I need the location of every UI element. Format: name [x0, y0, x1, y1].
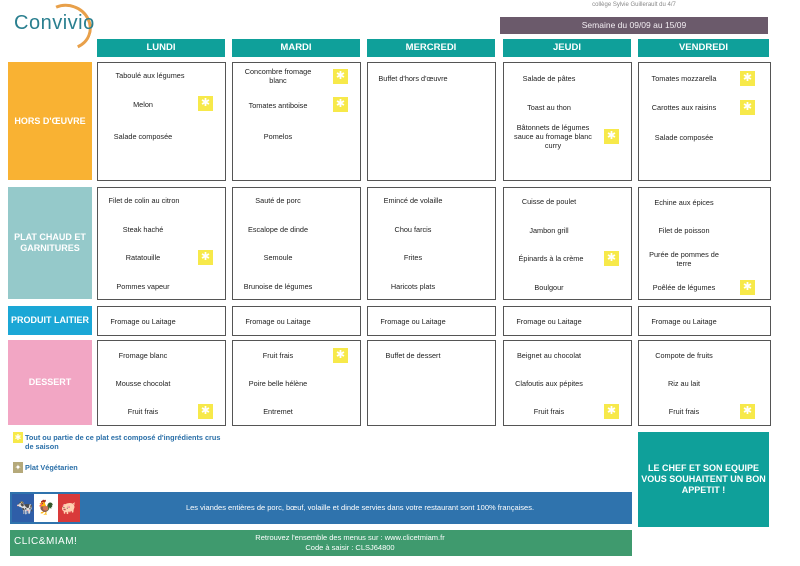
menu-item: Compote de fruits	[655, 351, 713, 360]
day-header-mercredi: MERCREDI	[367, 39, 495, 57]
cell-hors-jeudi	[503, 62, 632, 181]
logo-text: Convivio	[14, 12, 95, 34]
sun-icon: ✱	[604, 129, 619, 144]
menu-item: Mousse chocolat	[115, 379, 171, 388]
menu-item: Entremet	[263, 407, 293, 416]
menu-item: Riz au lait	[667, 379, 701, 388]
cell-plat-vendredi	[638, 187, 771, 300]
cell-dessert-jeudi	[503, 340, 632, 426]
menu-item: Fruit frais	[533, 407, 565, 416]
menu-item: Sauté de porc	[255, 196, 301, 205]
sun-icon: ✱	[198, 250, 213, 265]
menu-item: Salade composée	[113, 132, 173, 141]
cell-hors-lundi	[97, 62, 226, 181]
menus-text-block	[80, 533, 620, 553]
menus-code-text: Code à saisir : CLSJ64800	[305, 543, 395, 552]
category-plat-chaud: PLAT CHAUD ET GARNITURES	[8, 187, 92, 299]
menu-item: Pommes vapeur	[116, 282, 170, 291]
cell-dessert-mardi	[232, 340, 361, 426]
menu-item: Tomates mozzarella	[651, 74, 717, 83]
clicmiam-logo: CLIC&MIAM!	[14, 536, 78, 547]
menu-item: Echine aux épices	[654, 198, 714, 207]
menus-url-text[interactable]: Retrouvez l'ensemble des menus sur : www.clicetmiam.fr	[255, 533, 445, 542]
menu-item: Fromage ou Laitage	[380, 317, 446, 326]
top-note: collège Sylvie Guillerault du 4/7	[592, 2, 676, 8]
menu-item: Melon	[133, 100, 153, 109]
menu-item: Fruit frais	[127, 407, 159, 416]
menu-item: Semoule	[263, 253, 293, 262]
menu-item: Ratatouille	[125, 253, 161, 262]
menus-banner	[10, 530, 632, 556]
menu-item: Chou farcis	[394, 225, 432, 234]
day-header-jeudi: JEUDI	[503, 39, 631, 57]
meat-origin-banner	[10, 492, 632, 524]
cell-plat-mercredi	[367, 187, 496, 300]
sun-icon: ✱	[333, 69, 348, 84]
legend-veg-text: Plat Végétarien	[25, 463, 78, 472]
sun-icon: ✱	[333, 348, 348, 363]
menu-item: Fromage ou Laitage	[245, 317, 311, 326]
menu-item: Poire belle hélène	[248, 379, 308, 388]
sun-icon: ✱	[604, 404, 619, 419]
menu-item: Fromage ou Laitage	[516, 317, 582, 326]
menu-item: Taboulé aux légumes	[115, 71, 185, 80]
menu-item: Escalope de dinde	[247, 225, 309, 234]
menu-item: Fromage ou Laitage	[651, 317, 717, 326]
cell-dessert-lundi	[97, 340, 226, 426]
cell-laitier-mercredi	[367, 306, 496, 336]
menu-item: Haricots plats	[390, 282, 436, 291]
menu-item: Boulgour	[534, 283, 564, 292]
menu-item: Jambon grill	[529, 226, 569, 235]
menu-item: Filet de poisson	[658, 226, 710, 235]
cell-plat-jeudi	[503, 187, 632, 300]
week-banner: Semaine du 09/09 au 15/09	[500, 17, 768, 34]
category-dessert: DESSERT	[8, 340, 92, 425]
cell-dessert-mercredi	[367, 340, 496, 426]
menu-item: Tomates antiboise	[248, 101, 308, 110]
sun-icon: ✱	[740, 280, 755, 295]
day-header-mardi: MARDI	[232, 39, 360, 57]
menu-item: Buffet de dessert	[385, 351, 441, 360]
sun-icon: ✱	[740, 71, 755, 86]
menu-item: Salade composée	[654, 133, 714, 142]
menu-item: Fromage blanc	[118, 351, 168, 360]
convivio-logo	[2, 4, 102, 44]
day-header-vendredi: VENDREDI	[638, 39, 769, 57]
cell-plat-mardi	[232, 187, 361, 300]
menu-item: Fromage ou Laitage	[110, 317, 176, 326]
legend-season-icon: ✱	[14, 433, 22, 442]
legend-season-text: Tout ou partie de ce plat est composé d'ingrédients crus de saison	[25, 433, 221, 451]
menu-item: Fruit frais	[262, 351, 294, 360]
menu-item: Beignet au chocolat	[516, 351, 582, 360]
menu-item: Fruit frais	[668, 407, 700, 416]
sun-icon: ✱	[740, 100, 755, 115]
menu-item: Concombre fromage blanc	[244, 67, 312, 85]
menu-item: Carottes aux raisins	[651, 103, 717, 112]
chef-message: LE CHEF ET SON EQUIPE VOUS SOUHAITENT UN BON APPETIT !	[638, 432, 769, 527]
sun-icon: ✱	[198, 404, 213, 419]
menu-item: Salade de pâtes	[522, 74, 576, 83]
cell-laitier-lundi	[97, 306, 226, 336]
cell-hors-mercredi	[367, 62, 496, 181]
sun-icon: ✱	[604, 251, 619, 266]
menu-item: Purée de pommes de terre	[649, 250, 719, 268]
cell-laitier-mardi	[232, 306, 361, 336]
menu-item: Pomelos	[263, 132, 293, 141]
menu-item: Cuisse de poulet	[521, 197, 577, 206]
meat-origin-text: Les viandes entières de porc, bœuf, volaille et dinde servies dans votre restaurant sont 100% françaises.	[185, 503, 535, 512]
sun-icon: ✱	[198, 96, 213, 111]
cell-plat-lundi	[97, 187, 226, 300]
menu-item: Poêlée de légumes	[652, 283, 716, 292]
menu-item: Frites	[403, 253, 423, 262]
sun-icon: ✱	[333, 97, 348, 112]
day-header-lundi: LUNDI	[97, 39, 225, 57]
cell-dessert-vendredi	[638, 340, 771, 426]
category-produit-laitier: PRODUIT LAITIER	[8, 306, 92, 335]
sun-icon: ✱	[740, 404, 755, 419]
menu-item: Emincé de volaille	[383, 196, 443, 205]
menu-item: Épinards à la crème	[518, 254, 584, 263]
cell-laitier-vendredi	[638, 306, 771, 336]
menu-item: Buffet d'hors d'œuvre	[378, 74, 448, 83]
menu-item: Toast au thon	[527, 103, 571, 112]
cell-laitier-jeudi	[503, 306, 632, 336]
cell-hors-mardi	[232, 62, 361, 181]
legend-veg-icon: ✦	[14, 463, 22, 472]
menu-item: Brunoise de légumes	[243, 282, 313, 291]
menu-item: Clafoutis aux pépites	[515, 379, 583, 388]
category-hors-doeuvre: HORS D'ŒUVRE	[8, 62, 92, 180]
menu-item: Bâtonnets de légumes sauce au fromage blanc curry	[514, 123, 592, 150]
cell-hors-vendredi	[638, 62, 771, 181]
menu-item: Steak haché	[122, 225, 164, 234]
menu-item: Filet de colin au citron	[108, 196, 180, 205]
french-flag-icon: 🐄 🐓 🐖	[12, 494, 80, 522]
